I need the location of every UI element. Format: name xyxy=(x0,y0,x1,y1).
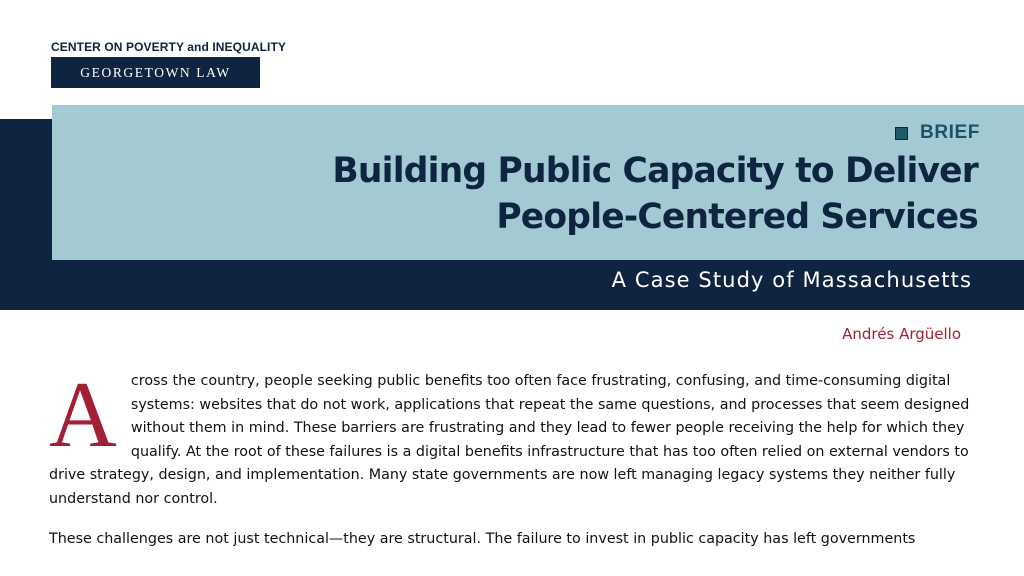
brief-label-text: BRIEF xyxy=(920,122,980,143)
paragraph-2-text: These challenges are not just technical—they are structural. The failure to invest in public capacity has left governments xyxy=(49,530,916,547)
author-name: Andrés Argüello xyxy=(842,325,961,343)
paragraph-1-text: cross the country, people seeking public benefits too often face frustrating, confusing, and time-consuming digital systems: websites that do not work, applications that repeat the same questions, and processes that seem designed without them in mind. These barriers are frustrating and they lead to fewer people receiving the help for which they qualify. At the root of these failures is a digital benefits infrastructure that has too often relied on external vendors to drive strategy, design, and implementation. Many state governments are now left managing legacy systems they neither fully understand nor control. xyxy=(49,373,970,507)
org-name: CENTER ON POVERTY and INEQUALITY xyxy=(51,40,287,54)
paragraph xyxy=(49,528,971,552)
body-text xyxy=(49,363,971,567)
document-title: Building Public Capacity to Deliver People-Centered Services xyxy=(332,151,978,237)
org-logo-text: GEORGETOWN LAW xyxy=(80,64,231,80)
paragraph xyxy=(49,363,971,512)
banner-left-band xyxy=(0,119,52,260)
org-logo-bar xyxy=(51,57,260,88)
drop-cap: A xyxy=(49,363,117,467)
brief-label xyxy=(895,122,980,144)
document-subtitle: A Case Study of Massachusetts xyxy=(611,268,972,292)
square-icon xyxy=(895,127,908,140)
